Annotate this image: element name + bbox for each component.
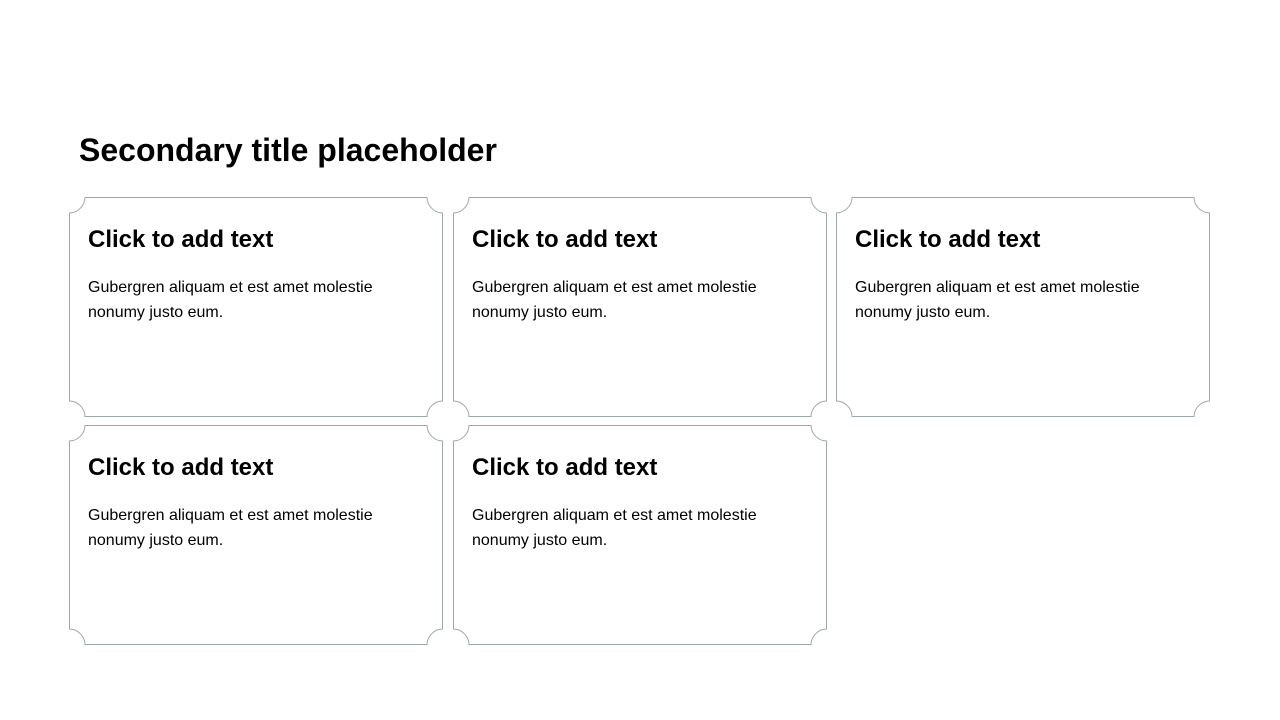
card-title[interactable]: Click to add text	[88, 454, 274, 481]
card-body-text[interactable]: Gubergren aliquam et est amet molestie nonumy justo eum.	[88, 279, 373, 321]
text-card[interactable]	[69, 425, 443, 645]
card-body-text[interactable]: Gubergren aliquam et est amet molestie nonumy justo eum.	[855, 279, 1140, 321]
card-title[interactable]: Click to add text	[88, 226, 274, 253]
card-body-text[interactable]: Gubergren aliquam et est amet molestie nonumy justo eum.	[88, 507, 373, 549]
text-card[interactable]	[836, 197, 1210, 417]
card-body-text[interactable]: Gubergren aliquam et est amet molestie nonumy justo eum.	[472, 279, 757, 321]
card-title[interactable]: Click to add text	[855, 226, 1041, 253]
card-title[interactable]: Click to add text	[472, 454, 658, 481]
text-card[interactable]	[453, 425, 827, 645]
text-card[interactable]	[69, 197, 443, 417]
text-card[interactable]	[453, 197, 827, 417]
card-body-text[interactable]: Gubergren aliquam et est amet molestie nonumy justo eum.	[472, 507, 757, 549]
card-title[interactable]: Click to add text	[472, 226, 658, 253]
slide-title[interactable]: Secondary title placeholder	[79, 132, 497, 168]
